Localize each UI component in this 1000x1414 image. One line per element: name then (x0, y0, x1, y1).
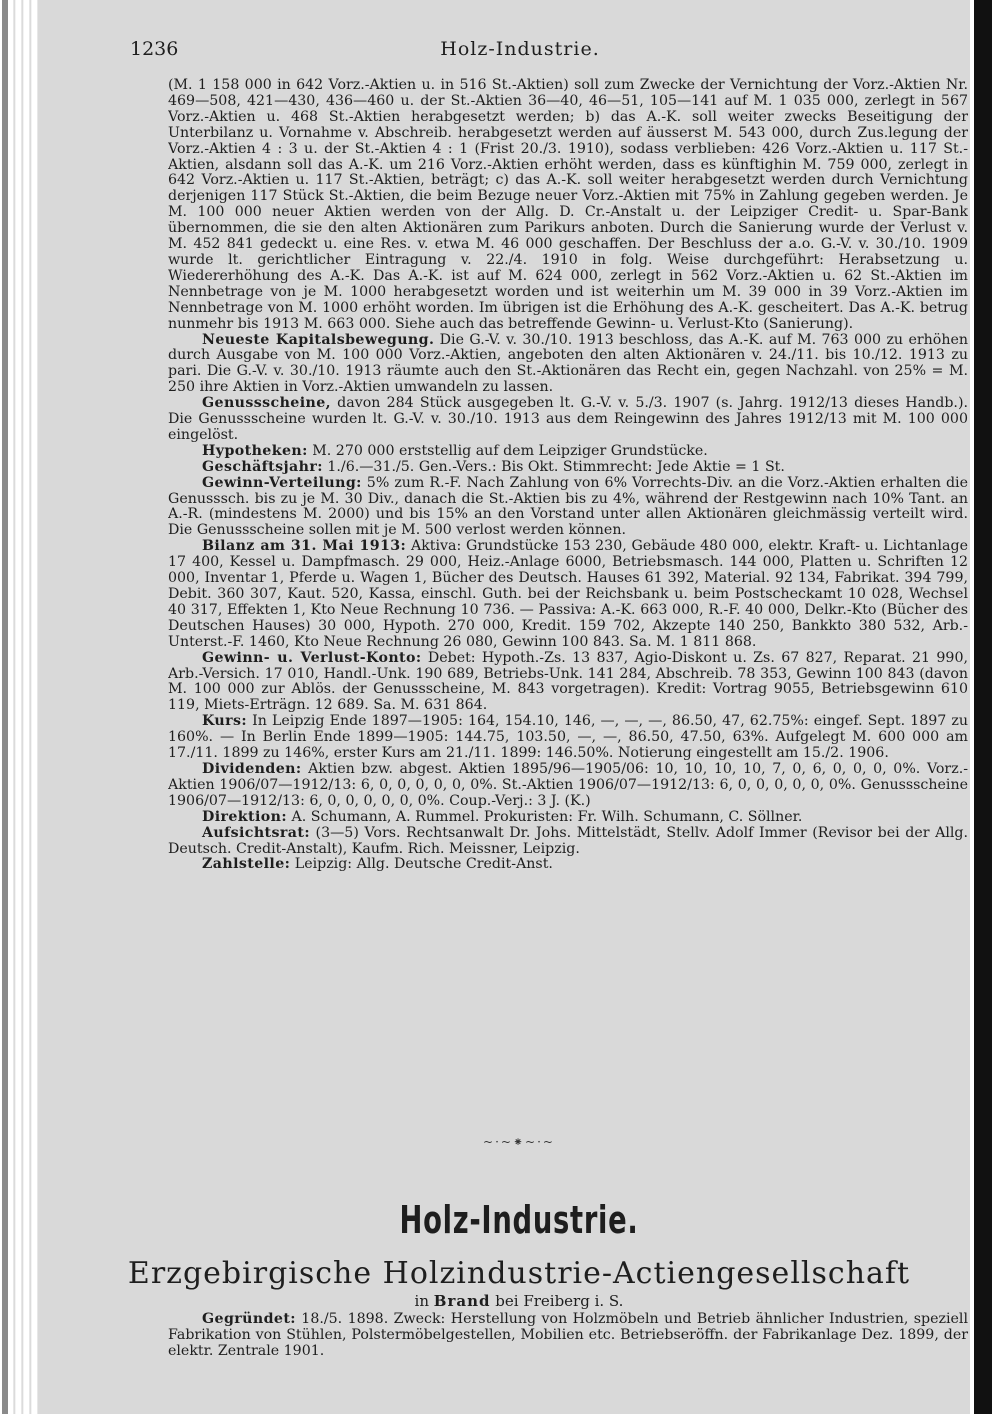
edge-shadow (974, 0, 992, 1414)
paragraph-text: Aktien bzw. abgest. Aktien 1895/96—1905/06: 10, 10, 10, 10, 7, 0, 6, 0, 0, 0, 0%. Vorz.-Aktien 1906/07—1912/13: 6, 0, 0, 0, 0, 0, 0%. St.-Aktien 1906/07—1912/13: 6, 0, 0, 0, 0, 0, 0%. Genussscheine 1906/07—1912/13: 6, 0, 0, 0, 0, 0, 0%. Coup.-Verj.: 3 J. (K.) (168, 760, 968, 809)
paragraph-text: Die G.-V. v. 30./10. 1913 beschloss, das A.-K. auf M. 763 000 zu erhöhen durch Ausgabe von M. 100 000 Vorz.-Aktien, angeboten den alten Aktionären v. 24./11. bis 10./12. 1913 zu pari. Die G.-V. v. 30./10. 1913 räumte auch den St.-Aktionären das Recht ein, gegen Nachzahl. von 25% = M. 250 ihre Aktien in Vorz.-Aktien umwandeln zu lassen. (168, 331, 968, 396)
paragraph-gewinn-verteilung (168, 476, 968, 540)
paragraph-text: 5% zum R.-F. Nach Zahlung von 6% Vorrechts-Div. an die Vorz.-Aktien erhalten die Genusssch. bis zu je M. 30 Div., danach die St.-Aktien bis zu 4%, während der Restgewinn nach 10% Tant. an A.-R. (mindestens M. 2000) und bis 15% an den Vorstand unter allen Aktionären gleichmässig verteilt wird. Die Genussscheine sollen mit je M. 500 verlost werden können. (168, 474, 968, 539)
company-name: Erzgebirgische Holzindustrie-Actiengesellschaft (127, 1256, 911, 1291)
book-gutter (0, 0, 38, 1414)
paragraph-text: Debet: Hypoth.-Zs. 13 837, Agio-Diskont u. Zs. 67 827, Reparat. 21 990, Arb.-Versich. 17 010, Handl.-Unk. 190 689, Betriebs-Unk. 141 284, Abschreib. 78 353, Gewinn 100 843 (davon M. 100 000 zur Ablös. der Genussscheine, M. 843 vorgetragen). Kredit: Vortrag 9055, Betriebsgewinn 610 119, Miets-Erträgn. 12 689. Sa. M. 631 864. (168, 649, 968, 714)
paragraph-label: Dividenden: (202, 760, 302, 777)
paragraph-direktion (168, 810, 968, 826)
paragraph-text: M. 270 000 erststellig auf dem Leipziger Grundstücke. (307, 442, 708, 459)
paragraph-genussscheine (168, 396, 968, 444)
paragraph-text: Aktiva: Grundstücke 153 230, Gebäude 480 000, elektr. Kraft- u. Lichtanlage 17 400, Kessel u. Dampfmasch. 29 000, Heiz.-Anlage 6000, Betriebsmasch. 144 000, Platten u. Schriften 12 000, Inventar 1, Pferde u. Wagen 1, Bücher des Deutsch. Hauses 61 392, Material. 92 134, Fabrikat. 394 799, Debit. 360 307, Kaut. 520, Kassa, einschl. Guth. bei der Reichsbank u. beim Postscheckamt 10 028, Wechsel 40 317, Effekten 1, Kto Neue Rechnung 10 736. — Passiva: A.-K. 663 000, R.-F. 40 000, Delkr.-Kto (Bücher des Deutschen Hauses) 30 000, Hypoth. 270 000, Kredit. 159 702, Akzepte 140 250, Bankkto 380 532, Arb.-Unterst.-F. 1460, Kto Neue Rechnung 26 080, Gewinn 100 843. Sa. M. 1 811 868. (168, 538, 968, 650)
location-prefix: in (414, 1292, 430, 1310)
paragraph-label: Gewinn- u. Verlust-Konto: (202, 649, 422, 666)
paragraph-text: Leipzig: Allg. Deutsche Credit-Anst. (290, 856, 553, 873)
paragraph-label: Aufsichtsrat: (202, 824, 310, 841)
paragraph-label: Neueste Kapitalsbewegung. (202, 331, 435, 348)
paragraph-text: A. Schumann, A. Rummel. Prokuristen: Fr. Wilh. Schumann, C. Söllner. (286, 808, 803, 825)
paragraph-capital-reduction (168, 78, 968, 333)
ornament-divider: ~·~⁕~·~ (483, 1135, 555, 1149)
paragraph-label: Bilanz am 31. Mai 1913: (202, 538, 407, 555)
page (38, 0, 1000, 1414)
paragraph-capital-movement (168, 333, 968, 397)
paragraph-label: Genussscheine, (202, 395, 331, 412)
paragraph-label: Direktion: (202, 808, 287, 825)
paragraph-label: Hypotheken: (202, 442, 308, 459)
company-body (168, 1312, 968, 1360)
paragraph-label: Kurs: (202, 713, 248, 730)
paragraph-bilanz (168, 539, 968, 650)
page-header (130, 38, 910, 68)
page-number: 1236 (130, 38, 179, 60)
gutter-shadow (2, 0, 8, 1414)
paragraph-text: 1./6.—31./5. Gen.-Vers.: Bis Okt. Stimmrecht: Jede Aktie = 1 St. (322, 458, 785, 475)
company-location (38, 1292, 1000, 1310)
paragraph-zahlstelle (168, 857, 968, 873)
page-edge (970, 0, 1000, 1414)
paragraph-kurs (168, 714, 968, 762)
paragraph-label: Gewinn-Verteilung: (202, 474, 362, 491)
paragraph-text: (M. 1 158 000 in 642 Vorz.-Aktien u. in 516 St.-Aktien) soll zum Zwecke der Vernichtung der Vorz.-Aktien Nr. 469—508, 421—430, 436—460 u. der St.-Aktien 36—40, 46—51, 105—141 auf M. 1 035 000, zerlegt in 567 Vorz.-Aktien u. 468 St.-Aktien herabgesetzt werden; b) das A.-K. soll weiter zwecks Beseitigung der Unterbilanz u. Vornahme v. Abschreib. herabgesetzt werden auf äusserst M. 543 000, durch Zus.legung der Vorz.-Aktien 4 : 3 u. der St.-Aktien 4 : 1 (Frist 20./3. 1910), sodass verblieben: 426 Vorz.-Aktien u. 117 St.-Aktien, alsdann soll das A.-K. um 216 Vorz.-Aktien erhöht werden, dass es künftighin M. 759 000, zerlegt in 642 Vorz.-Aktien u. 117 St.-Aktien, beträgt; c) das A.-K. soll weiter herabgesetzt werden durch Vernichtung derjenigen 117 Stück St.-Aktien, die beim Bezuge neuer Vorz.-Aktien mit 75% in Zahlung gegeben werden. Je M. 100 000 neuer Aktien werden von der Allg. D. Cr.-Anstalt u. der Leipziger Credit- u. Spar-Bank übernommen, die sie den alten Aktionären zum Parikurs anboten. Durch die Sanierung wurde der Verlust v. M. 452 841 gedeckt u. eine Res. v. etwa M. 46 000 geschaffen. Der Beschluss der a.o. G.-V. v. 30./10. 1909 wurde lt. gerichtlicher Eintragung v. 22./4. 1910 in folg. Weise durchgeführt: Herabsetzung u. Wiedererhöhung des A.-K. Das A.-K. ist auf M. 624 000, zerlegt in 562 Vorz.-Aktien u. 62 St.-Aktien im Nennbetrage von je M. 1000 herabgesetzt worden und ist weiterhin um M. 39 000 in 39 Vorz.-Aktien im Nennbetrage von M. 1000 erhöht worden. Im übrigen ist die Erhöhung des A.-K. gescheitert. Das A.-K. betrug nunmehr bis 1913 M. 663 000. Siehe auch das betreffende Gewinn- u. Verlust-Kto (Sanierung). (168, 78, 968, 332)
running-title: Holz-Industrie. (440, 38, 600, 60)
paragraph-text: (3—5) Vors. Rechtsanwalt Dr. Johs. Mittelstädt, Stellv. Adolf Immer (Revisor bei der Allg. Deutsch. Credit-Anstalt), Kaufm. Rich. Meissner, Leipzig. (168, 824, 968, 857)
paragraph-text: davon 284 Stück ausgegeben lt. G.-V. v. 5./3. 1907 (s. Jahrg. 1912/13 dieses Handb.). Die Genussscheine wurden lt. G.-V. v. 30./10. 1913 aus dem Reingewinn des Jahres 1912/13 mit M. 100 000 eingelöst. (168, 395, 968, 443)
paragraph-label: Gegründet: (202, 1311, 296, 1327)
paragraph-hypotheken (168, 444, 968, 460)
paragraph-aufsichtsrat (168, 826, 968, 858)
paragraph-geschaeftsjahr (168, 460, 968, 476)
paragraph-label: Zahlstelle: (202, 856, 291, 873)
paragraph-text: In Leipzig Ende 1897—1905: 164, 154.10, 146, —, —, —, 86.50, 47, 62.75%: eingef. Sept. 1897 zu 160%. — In Berlin Ende 1899—1905: 144.75, 103.50, —, —, 86.50, 47.50, 63%. Aufgelegt M. 600 000 am 17./11. 1899 zu 146%, erster Kurs am 21./11. 1899: 146.50%. Notierung eingestellt am 15./2. 1906. (168, 713, 968, 762)
paragraph-label: Geschäftsjahr: (202, 458, 323, 475)
paragraph-gewinn-verlust (168, 651, 968, 715)
location-town: Brand (433, 1292, 491, 1310)
paragraph-gegruendet (168, 1312, 968, 1360)
paragraph-text: 18./5. 1898. Zweck: Herstellung von Holzmöbeln und Betrieb ähnlicher Industrien, speziell Fabrikation von Stühlen, Polstermöbelgestellen, Mobilien etc. Betriebseröffn. der Fabrikanlage Dez. 1899, der elektr. Zentrale 1901. (168, 1311, 968, 1359)
paragraph-dividenden (168, 762, 968, 810)
section-title: Holz-Industrie. (399, 1198, 639, 1242)
article-body (168, 78, 968, 873)
location-suffix: bei Freiberg i. S. (495, 1292, 624, 1310)
